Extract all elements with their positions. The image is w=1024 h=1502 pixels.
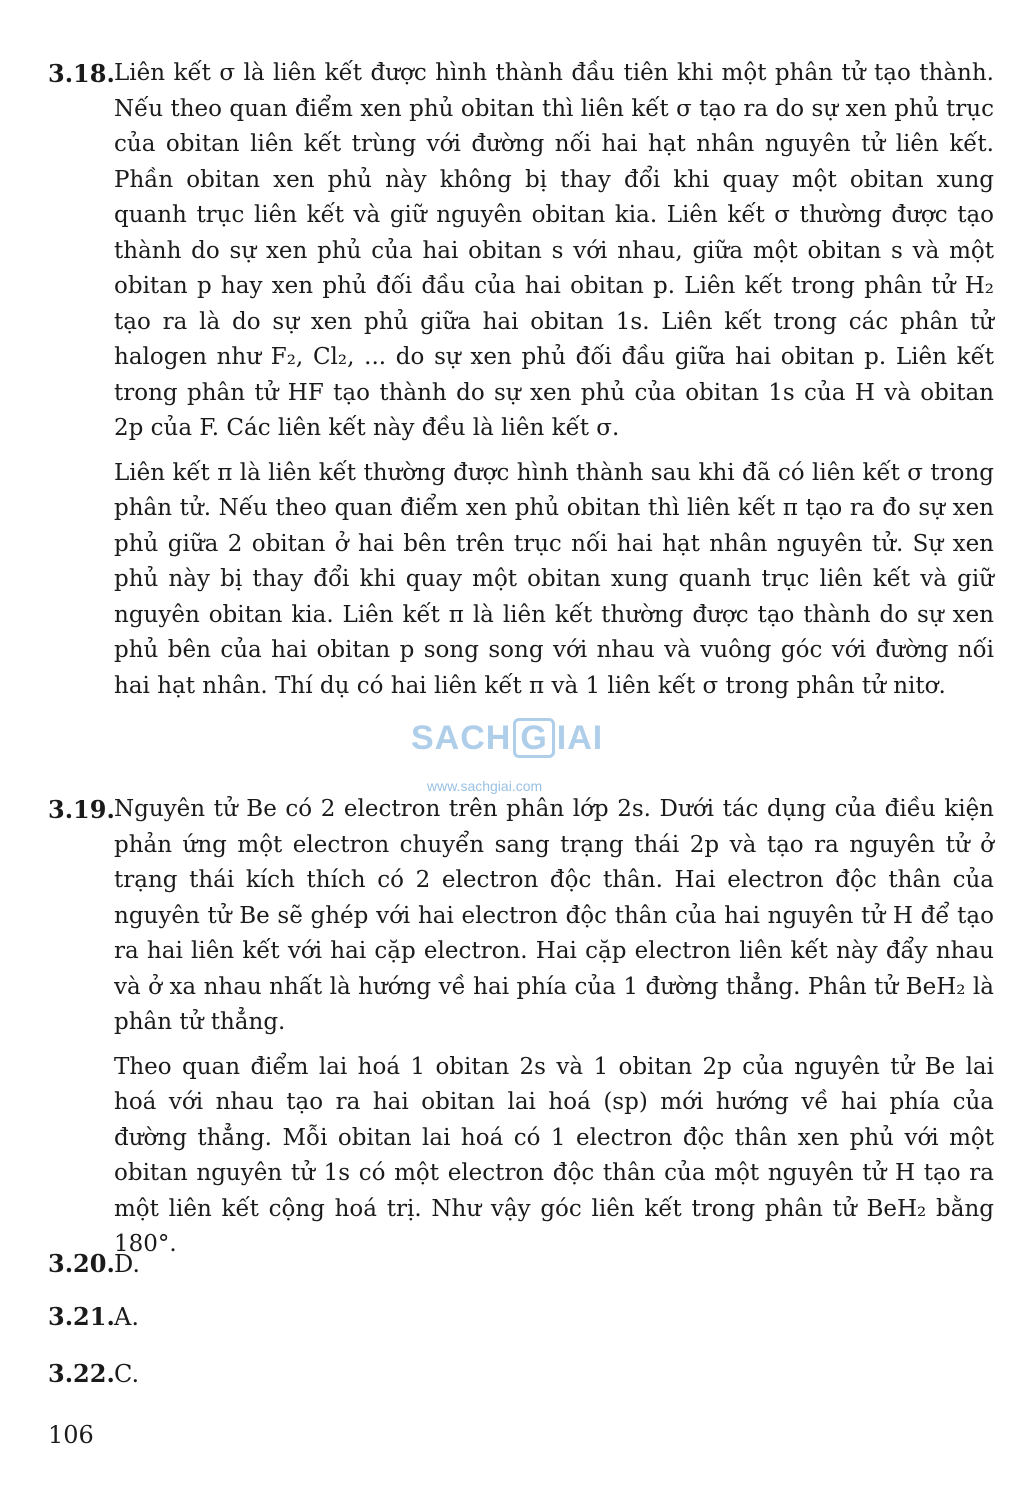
answer-value: C. [114, 1360, 140, 1388]
answer-value: A. [114, 1303, 139, 1331]
answer-number: 3.22. [48, 1359, 115, 1388]
answer-3-20 [48, 1246, 140, 1282]
exercise-body [114, 56, 994, 704]
answer-number: 3.21. [48, 1302, 115, 1331]
exercise-paragraph: Theo quan điểm lai hoá 1 obitan 2s và 1 obitan 2p của nguyên tử Be lai hoá với nhau tạo ra hai obitan lai hoá (sp) mới hướng về hai phía của đường thẳng. Mỗi obitan lai hoá có 1 electron độc thân xen phủ với một obitan nguyên tử 1s có một electron độc thân của một nguyên tử H tạo ra một liên kết cộng hoá trị. Như vậy góc liên kết trong phân tử BeH₂ bằng 180°. [114, 1053, 994, 1257]
exercise-paragraph: Nguyên tử Be có 2 electron trên phân lớp 2s. Dưới tác dụng của điều kiện phản ứng một electron chuyển sang trạng thái 2p và tạo ra nguyên tử ở trạng thái kích thích có 2 electron độc thân. Hai electron độc thân của nguyên tử Be sẽ ghép với hai electron độc thân của hai nguyên tử H để tạo ra hai liên kết với hai cặp electron. Hai cặp electron liên kết này đẩy nhau và ở xa nhau nhất là hướng về hai phía của 1 đường thẳng. Phân tử BeH₂ là phân tử thẳng. [114, 796, 994, 1035]
watermark-logo-left: SACH [411, 719, 512, 757]
exercise-paragraph: Liên kết π là liên kết thường được hình thành sau khi đã có liên kết σ trong phân tử. Nếu theo quan điểm xen phủ obitan thì liên kết π tạo ra đo sự xen phủ giữa 2 obitan ở hai bên trên trục nối hai hạt nhân nguyên tử. Sự xen phủ này bị thay đổi khi quay một obitan xung quanh trục liên kết và giữ nguyên obitan kia. Liên kết π là liên kết thường được tạo thành do sự xen phủ bên của hai obitan p song song với nhau và vuông góc với đường nối hai hạt nhân. Thí dụ có hai liên kết π và 1 liên kết σ trong phân tử nitơ. [114, 459, 994, 699]
watermark-logo-right: IAI [556, 719, 604, 757]
watermark-logo [411, 718, 603, 758]
exercise-number: 3.19. [48, 795, 115, 824]
answer-value: D. [114, 1250, 141, 1278]
exercise-body [114, 792, 994, 1263]
watermark-logo-g: G [513, 718, 554, 758]
exercise-paragraph: Liên kết σ là liên kết được hình thành đầu tiên khi một phân tử tạo thành. Nếu theo quan điểm xen phủ obitan thì liên kết σ tạo ra do sự xen phủ trục của obitan liên kết trùng với đường nối hai hạt nhân nguyên tử liên kết. Phần obitan xen phủ này không bị thay đổi khi quay một obitan xung quanh trục liên kết và giữ nguyên obitan kia. Liên kết σ thường được tạo thành do sự xen phủ của hai obitan s với nhau, giữa một obitan s và một obitan p hay xen phủ đối đầu của hai obitan p. Liên kết trong phân tử H₂ tạo ra là do sự xen phủ giữa hai obitan 1s. Liên kết trong các phân tử halogen như F₂, Cl₂, ... do sự xen phủ đối đầu giữa hai obitan p. Liên kết trong phân tử HF tạo thành do sự xen phủ của obitan 1s của H và obitan 2p của F. Các liên kết này đều là liên kết σ. [114, 60, 994, 441]
watermark [405, 718, 625, 800]
answer-3-21 [48, 1299, 139, 1335]
page-number: 106 [48, 1421, 94, 1449]
answer-3-22 [48, 1356, 139, 1392]
answer-number: 3.20. [48, 1249, 115, 1278]
exercise-number: 3.18. [48, 59, 115, 88]
exercise-3-18 [48, 56, 994, 704]
watermark-url: www.sachgiai.com [427, 778, 543, 794]
exercise-3-19 [48, 792, 994, 1263]
